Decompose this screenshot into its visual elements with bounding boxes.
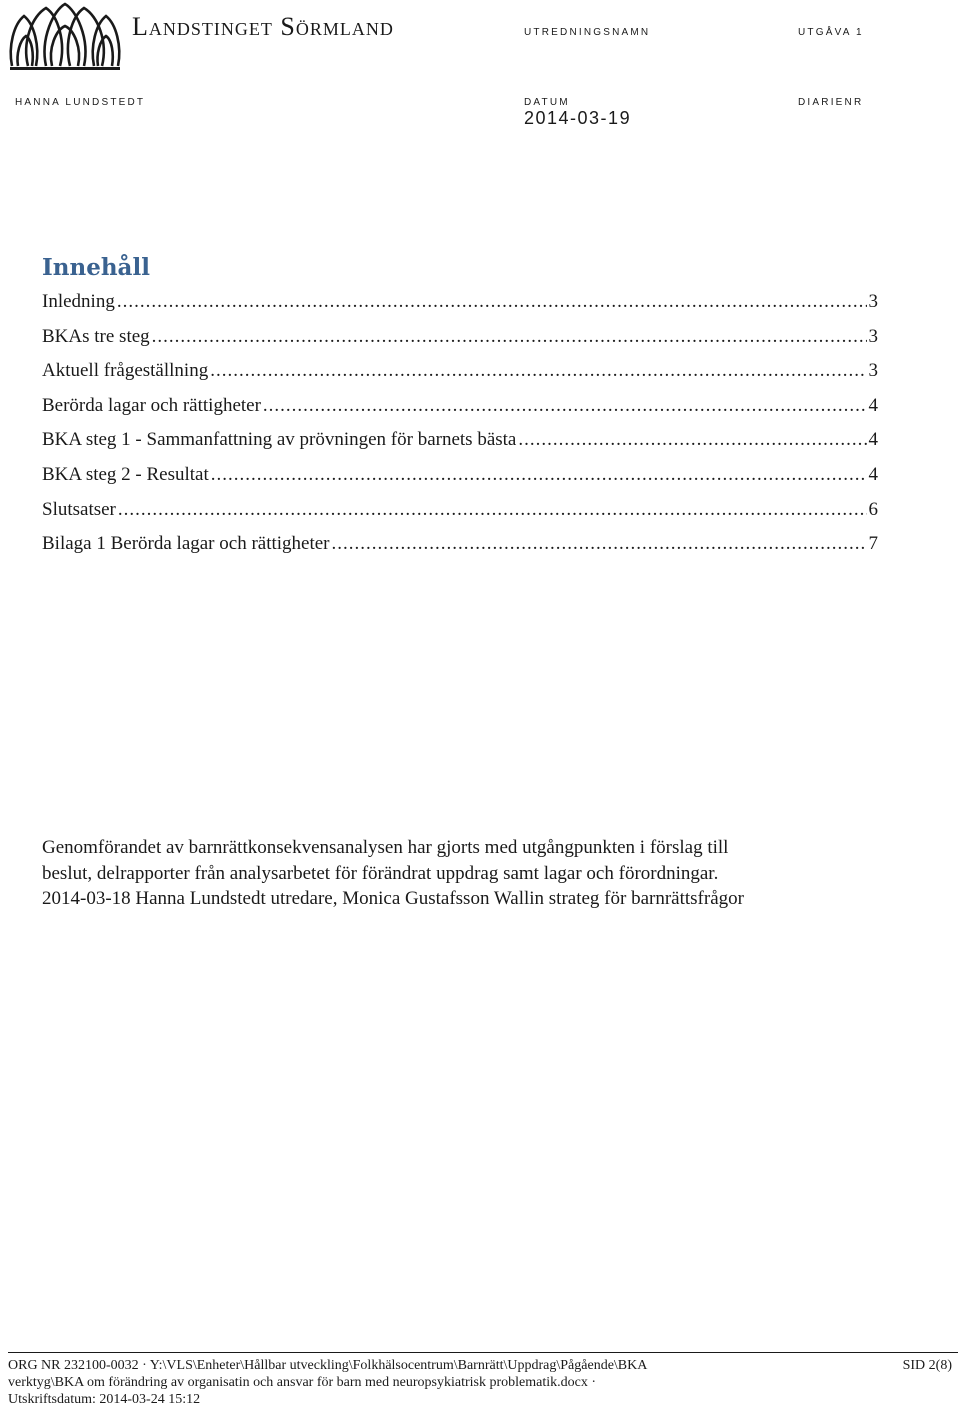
body-line: 2014-03-18 Hanna Lundstedt utredare, Monica Gustafsson Wallin strateg för barnrättsfrågor	[42, 888, 744, 909]
toc-entry[interactable]	[42, 463, 878, 498]
footer-line: verktyg\BKA om förändring av organisatin och ansvar för barn med neuropsykiatrisk problematik.docx ·	[8, 1375, 596, 1390]
toc-entry[interactable]	[42, 359, 878, 394]
toc-entry-page: 7	[868, 533, 878, 555]
date-value: 2014-03-19	[524, 108, 632, 128]
toc-entry-page: 3	[868, 325, 878, 347]
page-indicator: SID 2(8)	[902, 1358, 952, 1373]
toc-dot-leader	[210, 359, 866, 383]
toc-entry-label: Inledning	[42, 291, 115, 312]
toc-dot-leader	[118, 498, 867, 522]
organization-name: Landstinget Sörmland	[132, 12, 394, 41]
body-paragraph	[42, 835, 922, 912]
registry-label: DIARIENR	[798, 97, 864, 108]
toc-entry-label: BKA steg 2 - Resultat	[42, 463, 209, 485]
toc-dot-leader	[263, 394, 867, 418]
toc-entry-label: Berörda lagar och rättigheter	[42, 394, 261, 416]
toc-entry[interactable]	[42, 498, 878, 533]
logo-icon	[6, 2, 124, 74]
toc-entry[interactable]	[42, 290, 878, 325]
toc-entry-label: BKA steg 1 - Sammanfattning av prövningen för barnets bästa	[42, 429, 517, 451]
toc-entry-page: 3	[868, 291, 878, 312]
footer	[8, 1357, 952, 1408]
toc-entry-page: 4	[868, 463, 878, 485]
toc-entry-page: 6	[868, 498, 878, 520]
toc-dot-leader	[211, 463, 867, 487]
toc-dot-leader	[332, 532, 867, 556]
toc-entry-label: Slutsatser	[42, 498, 116, 520]
toc-dot-leader	[117, 290, 867, 314]
version-label: UTGÅVA 1	[798, 27, 864, 38]
toc-entry-page: 4	[868, 429, 878, 451]
toc-entry-page: 3	[868, 360, 878, 382]
toc-entry[interactable]	[42, 428, 878, 463]
footer-line: ORG NR 232100-0032 · Y:\VLS\Enheter\Hållbar utveckling\Folkhälsocentrum\Barnrätt\Uppdrag\Pågående\BKA	[8, 1358, 648, 1373]
toc-title: Innehåll	[42, 254, 150, 281]
toc-entry-label: Bilaga 1 Berörda lagar och rättigheter	[42, 533, 330, 555]
toc-entry[interactable]	[42, 532, 878, 567]
date-label: DATUM	[524, 97, 570, 108]
toc-entry[interactable]	[42, 394, 878, 429]
footer-divider	[8, 1352, 958, 1353]
toc-dot-leader	[152, 325, 867, 349]
toc-entry[interactable]	[42, 325, 878, 360]
toc-entry-page: 4	[868, 394, 878, 416]
author-label: HANNA LUNDSTEDT	[15, 97, 146, 108]
table-of-contents	[42, 290, 878, 567]
toc-dot-leader	[518, 428, 866, 452]
toc-entry-label: BKAs tre steg	[42, 325, 150, 347]
body-line: beslut, delrapporter från analysarbetet för förändrat uppdrag samt lagar och förordningar.	[42, 862, 719, 884]
body-line: Genomförandet av barnrättkonsekvensanalysen har gjorts med utgångpunkten i förslag till	[42, 837, 729, 858]
document-name-label: UTREDNINGSNAMN	[524, 27, 651, 38]
toc-entry-label: Aktuell frågeställning	[42, 360, 209, 382]
footer-line: Utskriftsdatum: 2014-03-24 15:12	[8, 1392, 201, 1407]
